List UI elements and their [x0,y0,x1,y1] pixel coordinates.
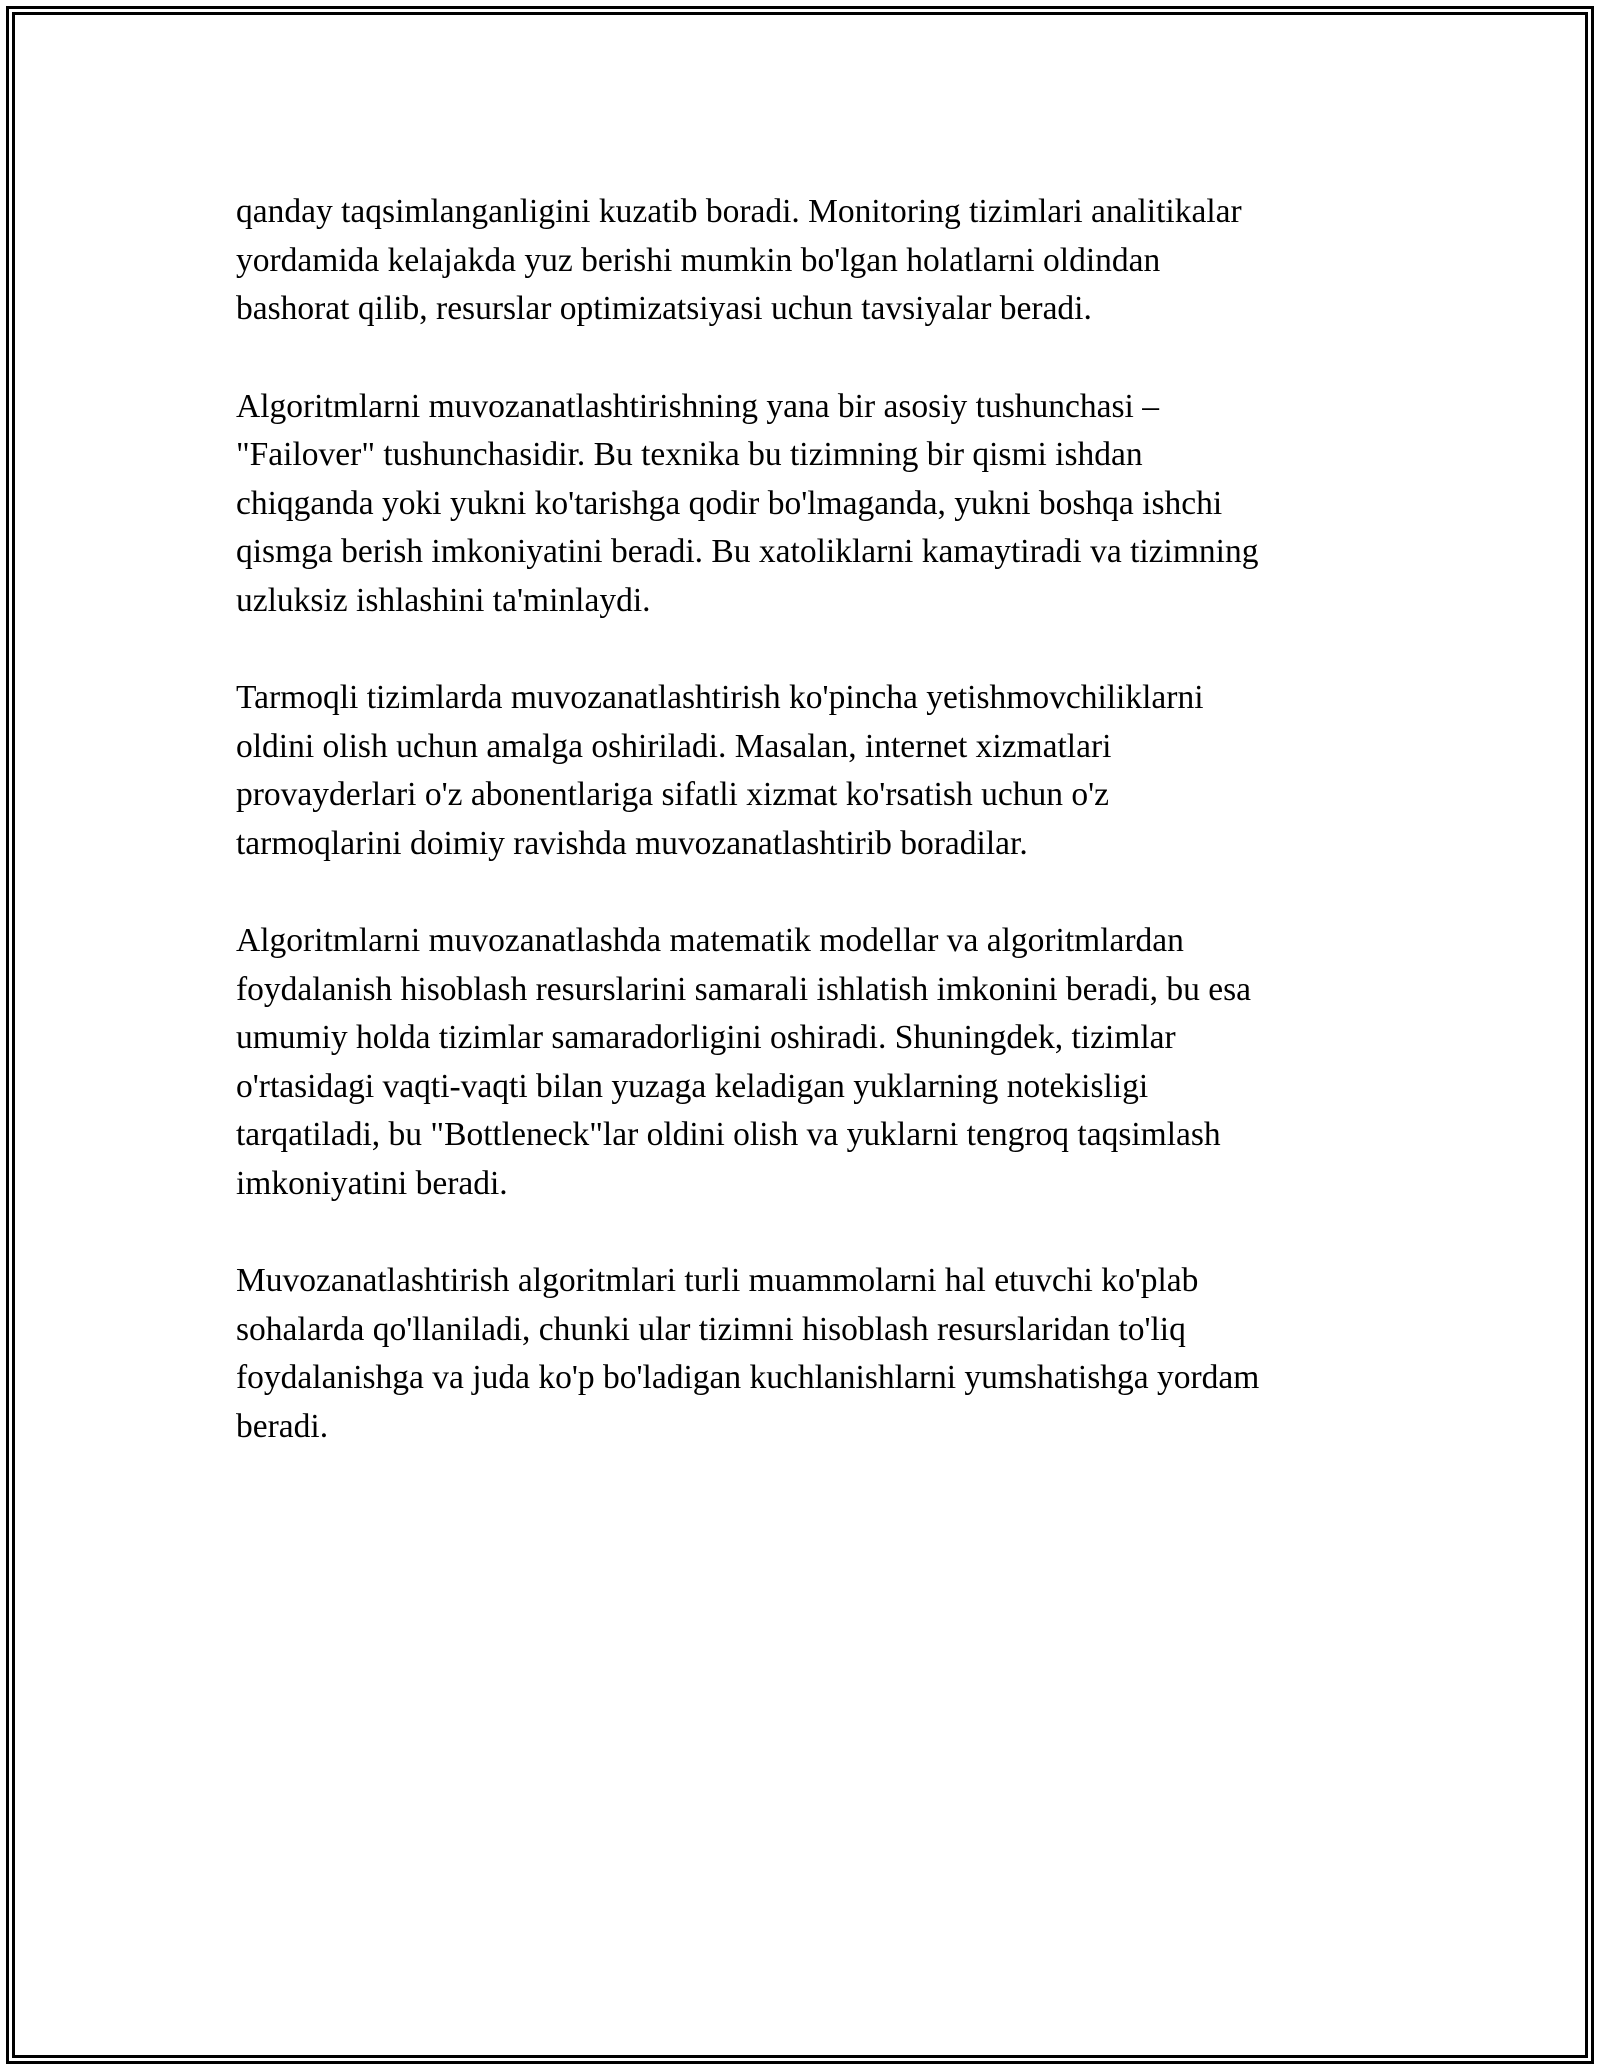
text-line: qanday taqsimlanganligini kuzatib boradi. Monitoring tizimlari analitikalar [236,193,1242,230]
document-body [236,188,1366,1500]
text-line: Tarmoqli tizimlarda muvozanatlashtirish ko'pincha yetishmovchiliklarni [236,679,1204,716]
text-line: provayderlari o'z abonentlariga sifatli xizmat ko'rsatish uchun o'z [236,776,1109,813]
text-line: uzluksiz ishlashini ta'minlaydi. [236,581,651,619]
text-line: tarmoqlarini doimiy ravishda muvozanatlashtirib boradilar. [236,824,1028,862]
text-line: imkoniyatini beradi. [236,1164,508,1202]
paragraph-1 [236,188,1366,334]
paragraph-5 [236,1257,1366,1451]
text-line: beradi. [236,1407,329,1445]
text-line: "Failover" tushunchasidir. Bu texnika bu tizimning bir qismi ishdan [236,436,1143,473]
text-line: Muvozanatlashtirish algoritmlari turli muammolarni hal etuvchi ko'plab [236,1262,1199,1299]
text-line: o'rtasidagi vaqti-vaqti bilan yuzaga keladigan yuklarning notekisligi [236,1067,1149,1105]
text-line: foydalanishga va juda ko'p bo'ladigan kuchlanishlarni yumshatishga yordam [236,1359,1260,1396]
text-line: yordamida kelajakda yuz berishi mumkin bo'lgan holatlarni oldindan [236,241,1161,279]
text-line: qismga berish imkoniyatini beradi. Bu xatoliklarni kamaytiradi va tizimning [236,533,1259,570]
text-line: Algoritmlarni muvozanatlashtirishning yana bir asosiy tushunchasi – [236,387,1159,425]
text-line: bashorat qilib, resurslar optimizatsiyasi uchun tavsiyalar beradi. [236,290,1092,327]
text-line: chiqganda yoki yukni ko'tarishga qodir bo'lmaganda, yukni boshqa ishchi [236,484,1223,522]
text-line: sohalarda qo'llaniladi, chunki ular tizimni hisoblash resurslaridan to'liq [236,1310,1186,1348]
text-line: tarqatiladi, bu "Bottleneck"lar oldini olish va yuklarni tengroq taqsimlash [236,1116,1221,1153]
text-line: Algoritmlarni muvozanatlashda matematik modellar va algoritmlardan [236,922,1184,959]
paragraph-3 [236,674,1366,868]
paragraph-2 [236,383,1366,626]
text-line: oldini olish uchun amalga oshiriladi. Masalan, internet xizmatlari [236,727,1112,765]
paragraph-4 [236,917,1366,1208]
text-line: umumiy holda tizimlar samaradorligini oshiradi. Shuningdek, tizimlar [236,1019,1176,1056]
text-line: foydalanish hisoblash resurslarini samarali ishlatish imkonini beradi, bu esa [236,970,1252,1008]
